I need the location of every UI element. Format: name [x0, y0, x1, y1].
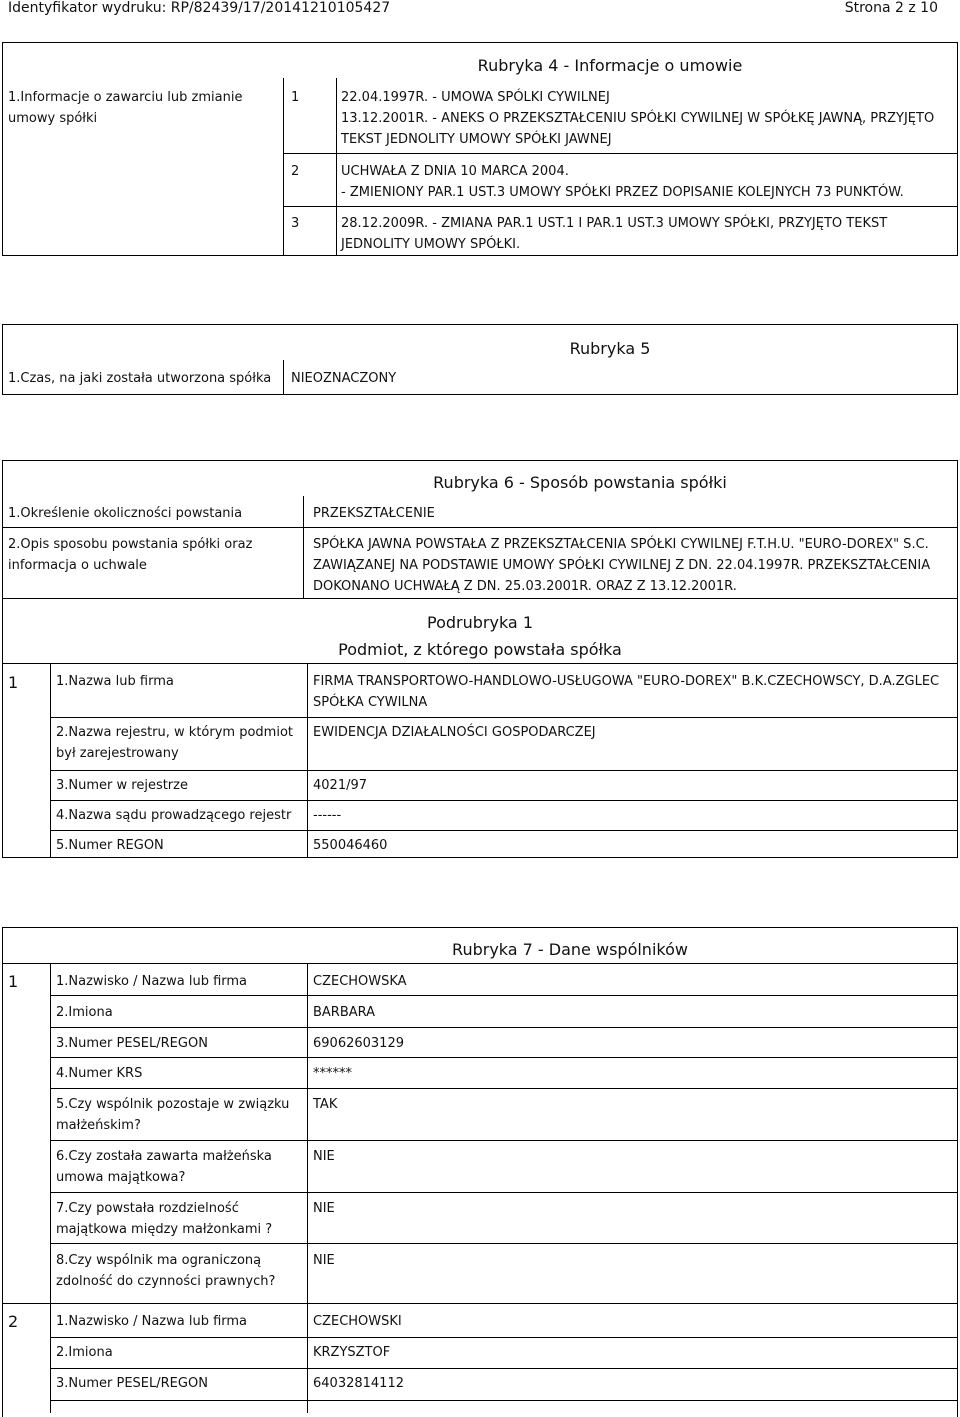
r6-rejestr-value: EWIDENCJA DZIAŁALNOŚCI GOSPODARCZEJ — [313, 725, 596, 740]
r4-row2-line1: UCHWAŁA Z DNIA 10 MARCA 2004. — [341, 164, 569, 179]
r4-row3-line2: JEDNOLITY UMOWY SPÓŁKI. — [341, 237, 521, 252]
r7-p2-nazwisko-value: CZECHOWSKI — [313, 1314, 402, 1329]
r7-p1-q6-line2: umowa majątkowa? — [56, 1170, 186, 1185]
r7-p2-pesel-value: 64032814112 — [313, 1376, 404, 1391]
rubryka-4-title: Rubryka 4 - Informacje o umowie — [477, 56, 743, 75]
r7-p2-pesel-label: 3.Numer PESEL/REGON — [56, 1376, 208, 1391]
rubryka-7-title: Rubryka 7 - Dane wspólników — [452, 940, 688, 959]
r7-p1-q7-line1: 7.Czy powstała rozdzielność — [56, 1201, 239, 1216]
r7-p1-imiona-label: 2.Imiona — [56, 1005, 113, 1020]
r7-p2-imiona-value: KRZYSZTOF — [313, 1345, 391, 1360]
r6-nazwa-value-line1: FIRMA TRANSPORTOWO-HANDLOWO-USŁUGOWA "EURO-DOREX" B.K.CZECHOWSCY, D.A.ZGLEC — [313, 674, 940, 689]
page-number: Strona 2 z 10 — [844, 0, 938, 16]
r7-p1-nazwisko-label: 1.Nazwisko / Nazwa lub firma — [56, 974, 248, 989]
r7-p1-imiona-value: BARBARA — [313, 1005, 376, 1020]
r4-row2-line2: - ZMIENIONY PAR.1 UST.3 UMOWY SPÓŁKI PRZEZ DOPISANIE KOLEJNYCH 73 PUNKTÓW. — [341, 185, 904, 200]
r6-f1-label: 1.Określenie okoliczności powstania — [8, 506, 243, 521]
r4-row3-num: 3 — [291, 216, 300, 231]
r6-numer-label: 3.Numer w rejestrze — [56, 778, 188, 793]
r7-p1-nazwisko-value: CZECHOWSKA — [313, 974, 407, 989]
r7-p1-q8-line2: zdolność do czynności prawnych? — [56, 1274, 276, 1289]
print-identifier: Identyfikator wydruku: RP/82439/17/20141210105427 — [8, 0, 391, 16]
r6-regon-label: 5.Numer REGON — [56, 838, 164, 853]
rubryka-6-title: Rubryka 6 - Sposób powstania spółki — [433, 473, 727, 492]
r7-p1-q5-value: TAK — [313, 1097, 338, 1112]
r4-row1-line3: TEKST JEDNOLITY UMOWY SPÓŁKI JAWNEJ — [341, 132, 612, 147]
r6-sad-label: 4.Nazwa sądu prowadzącego rejestr — [56, 808, 292, 823]
r6-nazwa-label: 1.Nazwa lub firma — [56, 674, 174, 689]
r7-p2-nazwisko-label: 1.Nazwisko / Nazwa lub firma — [56, 1314, 248, 1329]
r6-numer-value: 4021/97 — [313, 778, 368, 793]
r7-p1-krs-value: ****** — [313, 1066, 352, 1081]
r6-f2-value-line1: SPÓŁKA JAWNA POWSTAŁA Z PRZEKSZTAŁCENIA SPÓŁKI CYWILNEJ F.T.H.U. "EURO-DOREX" S.C. — [313, 537, 929, 552]
podrubryka-title: Podrubryka 1 — [427, 613, 533, 632]
r4-row2-num: 2 — [291, 164, 300, 179]
r6-nazwa-value-line2: SPÓŁKA CYWILNA — [313, 695, 428, 710]
r6-f2-value-line2: ZAWIĄZANEJ NA PODSTAWIE UMOWY SPÓŁKI CYWILNEJ Z DN. 22.04.1997R. PRZEKSZTAŁCENIA — [313, 558, 931, 573]
podrubryka-subtitle: Podmiot, z którego powstała spółka — [338, 640, 622, 659]
r4-label-line2: umowy spółki — [8, 111, 98, 126]
r7-p1-q5-line1: 5.Czy wspólnik pozostaje w związku — [56, 1097, 290, 1112]
r6-f1-value: PRZEKSZTAŁCENIE — [313, 506, 435, 521]
r7-p1-q5-line2: małżeńskim? — [56, 1118, 141, 1133]
r6-sad-value: ------ — [313, 808, 342, 823]
r7-p2-imiona-label: 2.Imiona — [56, 1345, 113, 1360]
r4-label-line1: 1.Informacje o zawarciu lub zmianie — [8, 90, 243, 105]
r6-entry-num: 1 — [8, 673, 19, 692]
r7-p1-q8-line1: 8.Czy wspólnik ma ograniczoną — [56, 1253, 262, 1268]
r4-row1-line2: 13.12.2001R. - ANEKS O PRZEKSZTAŁCENIU SPÓŁKI CYWILNEJ W SPÓŁKĘ JAWNĄ, PRZYJĘTO — [341, 111, 935, 126]
r7-p1-q7-value: NIE — [313, 1201, 335, 1216]
r6-f2-value-line3: DOKONANO UCHWAŁĄ Z DN. 25.03.2001R. ORAZ Z 13.12.2001R. — [313, 579, 737, 594]
r6-rejestr-label-line2: był zarejestrowany — [56, 746, 179, 761]
r6-regon-value: 550046460 — [313, 838, 388, 853]
r4-row3-line1: 28.12.2009R. - ZMIANA PAR.1 UST.1 I PAR.1 UST.3 UMOWY SPÓŁKI, PRZYJĘTO TEKST — [341, 216, 888, 231]
r7-p1-q6-value: NIE — [313, 1149, 335, 1164]
r5-label: 1.Czas, na jaki została utworzona spółka — [8, 371, 272, 386]
r6-rejestr-label-line1: 2.Nazwa rejestru, w którym podmiot — [56, 725, 293, 740]
r7-p1-q7-line2: majątkowa między małżonkami ? — [56, 1222, 273, 1237]
r7-p2-num: 2 — [8, 1312, 19, 1331]
r7-p1-q6-line1: 6.Czy została zawarta małżeńska — [56, 1149, 272, 1164]
rubryka-5-title: Rubryka 5 — [569, 339, 651, 358]
r4-row1-num: 1 — [291, 90, 300, 105]
r6-f2-label-line2: informacja o uchwale — [8, 558, 147, 573]
r6-f2-label-line1: 2.Opis sposobu powstania spółki oraz — [8, 537, 253, 552]
r7-p1-pesel-value: 69062603129 — [313, 1036, 404, 1051]
r7-p1-q8-value: NIE — [313, 1253, 335, 1268]
r7-p1-pesel-label: 3.Numer PESEL/REGON — [56, 1036, 208, 1051]
r4-row1-line1: 22.04.1997R. - UMOWA SPÓLKI CYWILNEJ — [341, 90, 610, 105]
r5-value: NIEOZNACZONY — [291, 371, 397, 386]
r7-p1-krs-label: 4.Numer KRS — [56, 1066, 143, 1081]
r7-p1-num: 1 — [8, 972, 19, 991]
